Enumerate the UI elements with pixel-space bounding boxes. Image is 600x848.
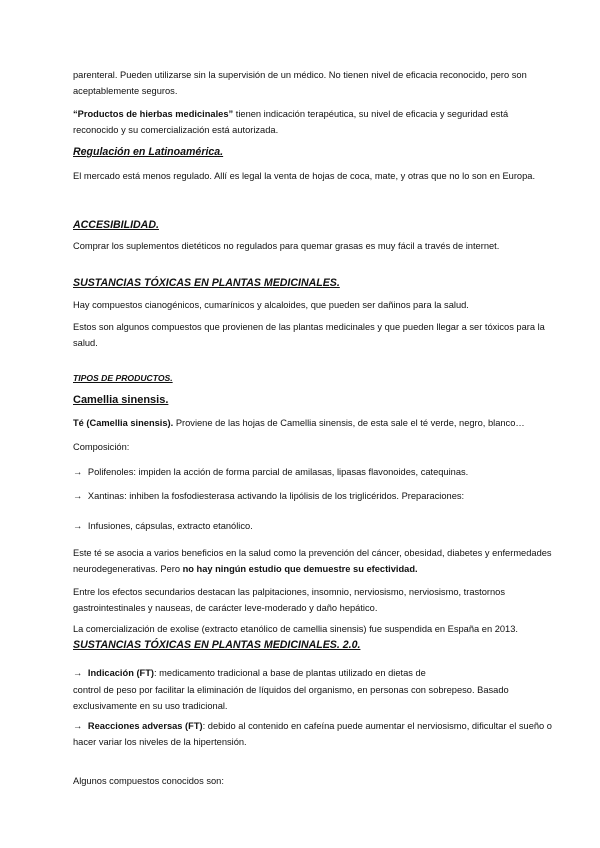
bullet-infusiones: [73, 519, 553, 535]
bullet-polifenoles: [73, 465, 553, 481]
bullet-reacciones-adversas: [73, 719, 553, 750]
paragraph-hierbas-medicinales: [73, 107, 553, 138]
text-te-rest: Proviene de las hojas de Camellia sinensis, de esta sale el té verde, negro, blanco…: [173, 418, 525, 428]
bold-no-estudio: no hay ningún estudio que demuestre su efectividad.: [182, 563, 418, 574]
heading-regulacion-latinoamerica: Regulación en Latinoamérica.: [73, 146, 224, 158]
paragraph-composicion: Composición:: [73, 442, 130, 452]
bold-indicacion: Indicación (FT): [87, 668, 154, 678]
heading-accesibilidad: ACCESIBILIDAD.: [73, 219, 159, 231]
heading-camellia-sinensis: Camellia sinensis.: [73, 394, 169, 406]
text-indicacion-rest: : medicamento tradicional a base de plantas utilizado en dietas de: [154, 668, 426, 678]
bold-hierbas-medicinales: “Productos de hierbas medicinales”: [73, 109, 234, 119]
heading-sustancias-toxicas: SUSTANCIAS TÓXICAS EN PLANTAS MEDICINALES.: [73, 277, 340, 289]
paragraph-parenteral: parenteral. Pueden utilizarse sin la supervisión de un médico. No tienen nivel de eficacia reconocido, pero son aceptablemente seguros.: [73, 70, 527, 96]
bullet-text: Polifenoles: impiden la acción de forma parcial de amilasas, lipasas flavonoides, catequinas.: [87, 467, 469, 477]
paragraph-compuestos: Hay compuestos cianogénicos, cumarínicos y alcaloides, que pueden ser dañinos para la salud.: [73, 300, 469, 310]
text-reacciones-rest: : debido al contenido en cafeína puede aumentar el nerviosismo, dificultar el sueño o hacer variar los niveles de la hipertensión.: [73, 721, 552, 747]
paragraph-efectos-secundarios: Entre los efectos secundarios destacan las palpitaciones, insomnio, nerviosismo, nerviosismo, trastornos gastrointestinales y nauseas, de carácter leve-moderado y daño hepático.: [73, 587, 505, 613]
arrow-icon: →: [73, 668, 83, 678]
bullet-text: Xantinas: inhiben la fosfodiesterasa activando la lipólisis de los triglicéridos. Preparaciones:: [87, 491, 465, 501]
paragraph-toxicos: Estos son algunos compuestos que provienen de las plantas medicinales y que pueden llegar a ser tóxicos para la salud.: [73, 322, 545, 348]
bullet-indicacion: [73, 666, 553, 682]
bold-te-camellia: Té (Camellia sinensis).: [73, 418, 174, 428]
paragraph-algunos-compuestos: Algunos compuestos conocidos son:: [73, 776, 224, 786]
text-hierbas-rest: tienen indicación terapéutica, su nivel de eficacia y seguridad está reconocido y su comercialización está autorizada.: [73, 109, 509, 135]
paragraph-te: [73, 416, 553, 432]
bullet-text: Infusiones, cápsulas, extracto etanólico.: [87, 521, 253, 531]
arrow-icon: →: [73, 467, 83, 477]
paragraph-exolise: La comercialización de exolise (extracto etanólico de camellia sinensis) fue suspendida en España en 2013.: [73, 624, 518, 634]
text-beneficios: Este té se asocia a varios beneficios en la salud como la prevención del cáncer, obesidad, diabetes y enfermedades neurodegenerativas. Pero: [73, 548, 552, 574]
arrow-icon: →: [73, 721, 83, 731]
paragraph-suplementos: Comprar los suplementos dietéticos no regulados para quemar grasas es muy fácil a través de internet.: [73, 241, 500, 251]
arrow-icon: →: [73, 521, 83, 531]
heading-tipos-productos: TIPOS DE PRODUCTOS.: [73, 373, 173, 383]
paragraph-mercado: El mercado está menos regulado. Allí es legal la venta de hojas de coca, mate, y otras que no lo son en Europa.: [73, 171, 536, 181]
paragraph-control-peso: control de peso por facilitar la eliminación de líquidos del organismo, en personas con sobrepeso. Basado exclusivamente en su uso tradicional.: [73, 685, 509, 711]
arrow-icon: →: [73, 491, 83, 501]
heading-sustancias-toxicas-2: SUSTANCIAS TÓXICAS EN PLANTAS MEDICINALES. 2.0.: [73, 639, 361, 651]
paragraph-beneficios: [73, 546, 553, 577]
bold-reacciones: Reacciones adversas (FT): [87, 721, 203, 731]
bullet-xantinas: [73, 489, 553, 505]
